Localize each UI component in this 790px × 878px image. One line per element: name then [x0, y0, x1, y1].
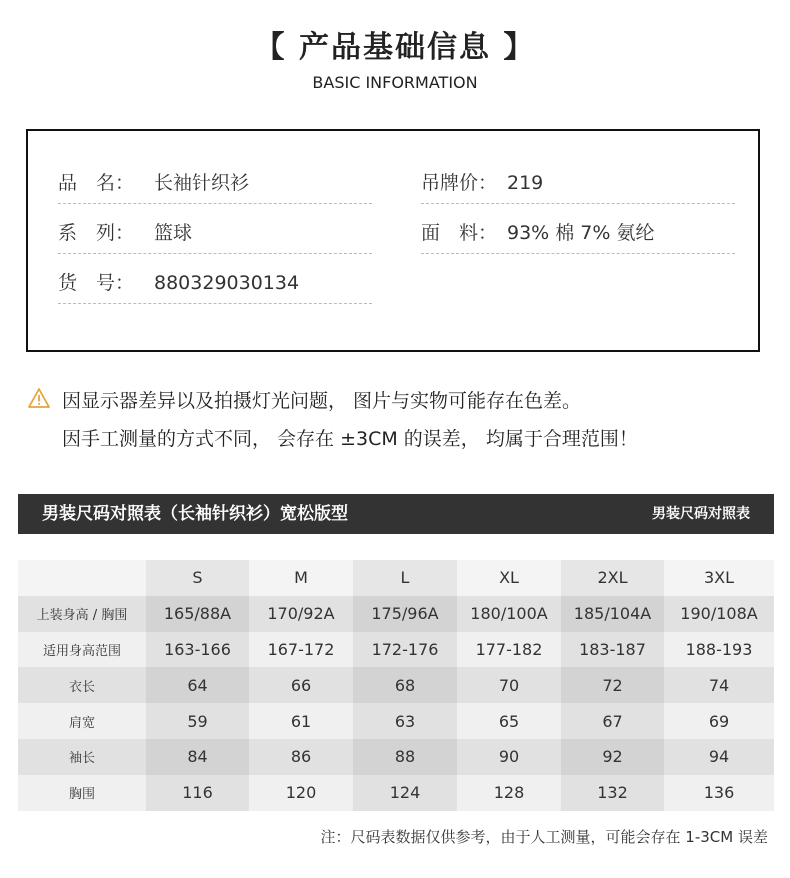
table-row: [18, 596, 774, 632]
size-header: L: [353, 560, 457, 596]
table-cell: 72: [561, 667, 664, 703]
table-cell: 59: [146, 703, 249, 739]
table-cell: 69: [664, 703, 774, 739]
table-cell: 128: [457, 775, 561, 811]
info-value: 93% 棉 7% 氨纶: [507, 222, 655, 244]
page-title: 【 产品基础信息 】: [254, 30, 536, 65]
table-cell: 88: [353, 739, 457, 775]
info-value: 219: [507, 172, 544, 194]
info-value: 长袖针织衫: [154, 172, 250, 194]
table-cell: 185/104A: [561, 596, 664, 632]
table-cell: 136: [664, 775, 774, 811]
table-cell: 190/108A: [664, 596, 774, 632]
table-corner: [18, 560, 146, 596]
table-row: [18, 775, 774, 811]
notice-line-2: 因手工测量的方式不同， 会存在 ±3CM 的误差， 均属于合理范围！: [62, 428, 638, 450]
table-cell: 90: [457, 739, 561, 775]
table-cell: 180/100A: [457, 596, 561, 632]
info-value: 880329030134: [154, 272, 300, 294]
row-label: 袖长: [18, 739, 146, 775]
info-row-price: [421, 163, 735, 204]
table-cell: 177-182: [457, 632, 561, 668]
table-cell: 132: [561, 775, 664, 811]
table-cell: 188-193: [664, 632, 774, 668]
table-cell: 64: [146, 667, 249, 703]
table-cell: 66: [249, 667, 353, 703]
size-header: M: [249, 560, 353, 596]
info-row-name: [58, 163, 372, 204]
table-cell: 163-166: [146, 632, 249, 668]
row-label: 肩宽: [18, 703, 146, 739]
table-cell: 63: [353, 703, 457, 739]
table-cell: 92: [561, 739, 664, 775]
table-cell: 116: [146, 775, 249, 811]
info-label: 系 列：: [58, 222, 135, 244]
info-label: 面 料：: [421, 222, 498, 244]
page-subtitle: BASIC INFORMATION: [312, 73, 478, 92]
size-chart-title: 男装尺码对照表（长袖针织衫）宽松版型: [42, 504, 348, 524]
table-cell: 84: [146, 739, 249, 775]
table-cell: 65: [457, 703, 561, 739]
row-label: 衣长: [18, 667, 146, 703]
table-cell: 94: [664, 739, 774, 775]
table-row: [18, 739, 774, 775]
table-cell: 172-176: [353, 632, 457, 668]
size-header: XL: [457, 560, 561, 596]
row-label: 上装身高 / 胸围: [18, 596, 146, 632]
size-chart-title-right: 男装尺码对照表: [652, 506, 750, 522]
warning-icon: [28, 388, 50, 408]
info-label: 吊牌价：: [421, 172, 498, 194]
table-cell: 68: [353, 667, 457, 703]
table-cell: 167-172: [249, 632, 353, 668]
info-label: 货 号：: [58, 272, 135, 294]
table-header-row: [18, 560, 774, 596]
table-cell: 70: [457, 667, 561, 703]
size-header: S: [146, 560, 249, 596]
size-header: 2XL: [561, 560, 664, 596]
size-chart-note: 注：尺码表数据仅供参考，由于人工测量，可能会存在 1-3CM 误差: [320, 828, 768, 846]
table-cell: 61: [249, 703, 353, 739]
table-cell: 165/88A: [146, 596, 249, 632]
info-row-series: [58, 213, 372, 254]
notice-line-1: 因显示器差异以及拍摄灯光问题， 图片与实物可能存在色差。: [62, 390, 582, 412]
table-cell: 124: [353, 775, 457, 811]
info-row-sku: [58, 263, 372, 304]
product-info-box: [26, 129, 760, 352]
table-cell: 175/96A: [353, 596, 457, 632]
table-cell: 74: [664, 667, 774, 703]
table-row: [18, 632, 774, 668]
info-value: 篮球: [154, 222, 193, 244]
table-cell: 67: [561, 703, 664, 739]
size-table: [18, 560, 774, 811]
size-header: 3XL: [664, 560, 774, 596]
table-cell: 183-187: [561, 632, 664, 668]
row-label: 适用身高范围: [18, 632, 146, 668]
table-row: [18, 703, 774, 739]
table-cell: 120: [249, 775, 353, 811]
size-chart-header-bar: [18, 494, 774, 534]
table-cell: 86: [249, 739, 353, 775]
row-label: 胸围: [18, 775, 146, 811]
info-row-fabric: [421, 213, 735, 254]
table-row: [18, 667, 774, 703]
info-label: 品 名：: [58, 172, 135, 194]
table-cell: 170/92A: [249, 596, 353, 632]
